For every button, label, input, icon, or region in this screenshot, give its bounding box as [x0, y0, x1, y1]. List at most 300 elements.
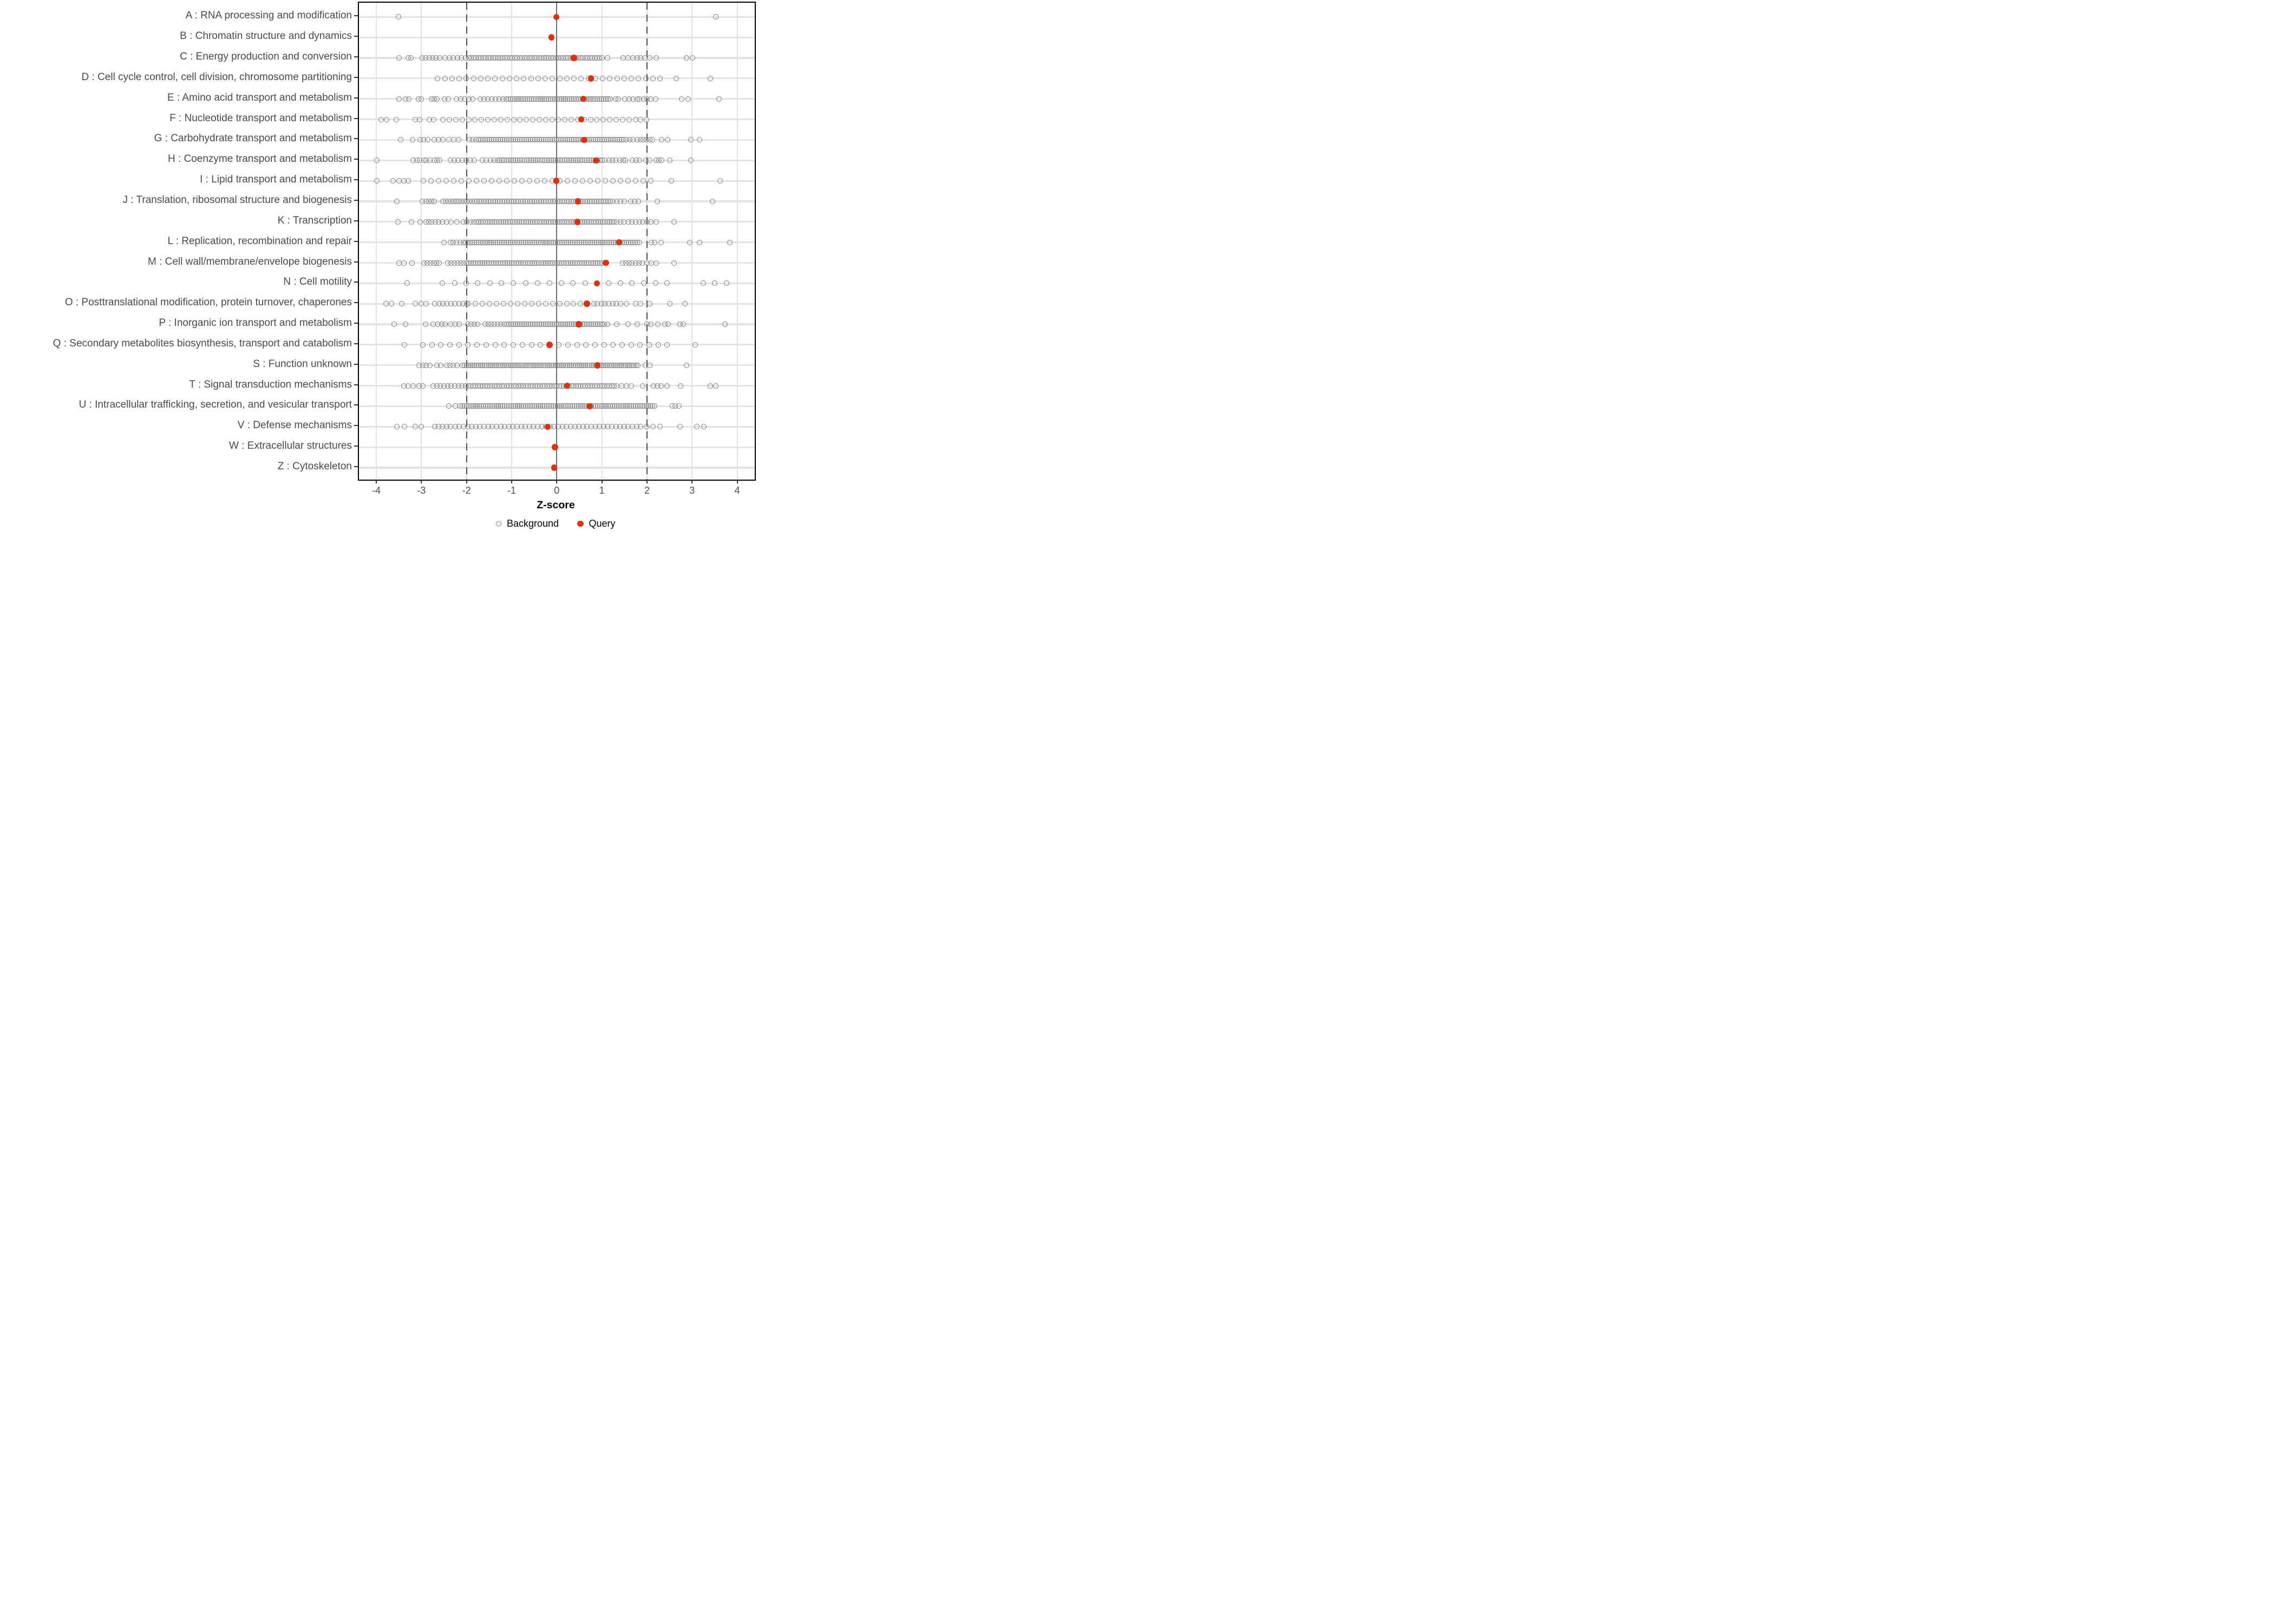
- background-point: [637, 342, 643, 348]
- background-point: [653, 96, 658, 102]
- background-point: [655, 322, 661, 327]
- background-point: [535, 76, 541, 81]
- background-point: [550, 301, 556, 306]
- background-point: [571, 76, 577, 81]
- background-point: [644, 117, 649, 122]
- background-point: [452, 280, 458, 286]
- category-label: J : Translation, ribosomal structure and biogenesis: [122, 194, 352, 206]
- x-gridline: [376, 3, 377, 480]
- background-point: [610, 342, 616, 348]
- background-point: [697, 240, 702, 245]
- background-point: [524, 117, 529, 122]
- background-point: [697, 137, 702, 142]
- background-point: [396, 96, 402, 102]
- background-point: [637, 158, 642, 163]
- background-point: [646, 342, 652, 348]
- background-point: [694, 424, 700, 429]
- background-point: [616, 96, 621, 102]
- y-tick: [354, 97, 358, 99]
- background-point: [451, 178, 456, 184]
- background-point: [652, 403, 657, 409]
- background-point: [618, 280, 623, 286]
- background-point: [410, 137, 415, 142]
- background-point: [463, 280, 469, 286]
- background-point: [688, 137, 694, 142]
- background-point: [710, 199, 715, 204]
- background-point: [520, 342, 525, 348]
- background-point: [447, 117, 452, 122]
- background-point: [592, 342, 598, 348]
- background-point: [574, 342, 580, 348]
- query-point: [553, 178, 560, 184]
- background-point: [471, 76, 476, 81]
- background-point: [511, 280, 516, 286]
- background-point: [409, 260, 415, 266]
- background-point: [383, 301, 389, 306]
- background-point: [638, 301, 643, 306]
- background-point: [622, 199, 627, 204]
- background-point: [498, 117, 504, 122]
- legend-label-query: Query: [589, 518, 616, 529]
- background-point: [466, 117, 472, 122]
- background-point: [687, 240, 692, 245]
- background-point: [384, 117, 389, 122]
- y-tick: [354, 56, 358, 57]
- x-tick: [466, 480, 467, 483]
- background-point: [654, 55, 659, 61]
- query-point: [584, 300, 590, 307]
- background-point: [466, 178, 472, 184]
- background-point: [446, 96, 451, 102]
- background-point: [460, 117, 465, 122]
- background-point: [413, 424, 418, 429]
- background-point: [501, 342, 507, 348]
- background-point: [654, 219, 659, 225]
- background-point: [681, 322, 686, 327]
- background-point: [474, 342, 480, 348]
- x-axis-title: Z-score: [537, 499, 575, 511]
- background-point: [562, 117, 567, 122]
- background-point: [489, 178, 494, 184]
- category-label: B : Chromatin structure and dynamics: [180, 30, 352, 42]
- x-tick-label: 4: [734, 485, 740, 496]
- background-point: [665, 322, 671, 327]
- query-point: [574, 219, 581, 225]
- background-point: [527, 178, 532, 184]
- background-point: [664, 342, 670, 348]
- x-tick-label: -2: [462, 485, 471, 496]
- background-point: [647, 301, 652, 306]
- background-point: [399, 301, 404, 306]
- query-point: [581, 137, 587, 143]
- x-tick-label: 1: [599, 485, 605, 496]
- query-point: [571, 55, 577, 61]
- background-point: [637, 240, 642, 245]
- x-tick-label: -3: [417, 485, 426, 496]
- background-point: [618, 301, 623, 306]
- background-point: [583, 342, 589, 348]
- y-tick: [354, 425, 358, 426]
- background-point: [623, 158, 628, 163]
- background-point: [570, 280, 576, 286]
- background-point: [669, 178, 674, 184]
- category-label: N : Cell motility: [283, 276, 352, 288]
- background-point: [406, 96, 411, 102]
- background-point: [501, 301, 506, 306]
- query-point: [548, 34, 555, 41]
- background-point: [406, 178, 411, 184]
- background-point: [374, 178, 380, 184]
- background-point: [564, 76, 570, 81]
- background-point: [528, 76, 534, 81]
- background-point: [610, 178, 616, 184]
- y-tick: [354, 241, 358, 242]
- background-point: [653, 280, 658, 286]
- query-point: [576, 321, 582, 328]
- background-point: [607, 96, 613, 102]
- background-point: [492, 117, 497, 122]
- background-point: [638, 117, 643, 122]
- background-point: [456, 76, 462, 81]
- background-point: [519, 178, 525, 184]
- background-point: [614, 322, 619, 327]
- background-point: [629, 342, 634, 348]
- y-tick: [354, 77, 358, 78]
- background-point: [605, 55, 610, 61]
- x-tick: [602, 480, 603, 483]
- background-point: [512, 178, 517, 184]
- background-point: [466, 301, 471, 306]
- background-point: [508, 301, 513, 306]
- background-point: [470, 96, 475, 102]
- background-point: [529, 301, 534, 306]
- background-point: [647, 55, 652, 61]
- y-tick: [354, 118, 358, 119]
- background-point: [583, 280, 588, 286]
- background-point: [564, 301, 570, 306]
- background-point: [648, 178, 654, 184]
- query-point: [594, 362, 601, 369]
- background-point: [403, 322, 408, 327]
- background-point: [716, 96, 722, 102]
- background-point: [423, 322, 428, 327]
- background-point: [475, 322, 480, 327]
- background-point: [722, 322, 728, 327]
- background-point: [659, 137, 664, 142]
- x-gridline: [737, 3, 738, 480]
- background-point: [568, 117, 574, 122]
- background-point: [542, 178, 547, 184]
- background-point: [492, 76, 498, 81]
- query-point: [603, 260, 609, 266]
- background-point: [446, 403, 452, 409]
- background-point: [438, 363, 443, 368]
- background-point: [485, 76, 491, 81]
- background-point: [713, 383, 718, 389]
- background-point: [378, 117, 384, 122]
- background-point: [472, 158, 477, 163]
- background-point: [437, 55, 442, 61]
- background-point: [402, 424, 407, 429]
- y-tick: [354, 15, 358, 16]
- background-point: [713, 14, 718, 19]
- background-point: [648, 219, 654, 225]
- background-point: [619, 342, 625, 348]
- background-point: [440, 137, 446, 142]
- background-point: [431, 117, 436, 122]
- background-point: [674, 76, 679, 81]
- background-point: [692, 342, 698, 348]
- query-point: [552, 444, 558, 450]
- background-point: [436, 178, 441, 184]
- query-point: [551, 464, 558, 471]
- background-point: [534, 178, 540, 184]
- background-point: [437, 158, 442, 163]
- background-point: [636, 199, 641, 204]
- background-point: [389, 301, 394, 306]
- background-point: [394, 424, 400, 429]
- cog-zscore-strip-plot: [0, 0, 758, 541]
- category-label: S : Function unknown: [253, 358, 352, 370]
- background-point: [487, 301, 492, 306]
- category-label: L : Replication, recombination and repair: [167, 235, 352, 247]
- background-point: [515, 301, 520, 306]
- background-point: [643, 76, 649, 81]
- y-tick: [354, 302, 358, 303]
- background-point: [629, 280, 635, 286]
- category-label: Z : Cytoskeleton: [277, 461, 352, 472]
- background-point: [454, 363, 460, 368]
- background-point: [427, 363, 433, 368]
- background-point: [677, 424, 683, 429]
- background-point: [435, 76, 440, 81]
- background-point: [390, 178, 396, 184]
- category-label: G : Carbohydrate transport and metabolism: [154, 133, 352, 145]
- y-tick: [354, 261, 358, 263]
- background-point: [507, 76, 512, 81]
- background-point: [676, 403, 682, 409]
- y-tick: [354, 466, 358, 467]
- background-point: [453, 117, 459, 122]
- background-point: [494, 301, 499, 306]
- background-point: [701, 424, 707, 429]
- x-tick: [556, 480, 557, 483]
- background-point: [602, 342, 607, 348]
- background-point: [537, 117, 542, 122]
- background-point: [688, 158, 694, 163]
- background-point: [417, 219, 423, 225]
- background-point: [565, 178, 570, 184]
- background-point: [517, 117, 522, 122]
- x-tick-label: -1: [507, 485, 516, 496]
- background-point: [578, 76, 584, 81]
- plot-panel: [358, 2, 756, 481]
- background-point: [511, 342, 516, 348]
- background-point: [606, 280, 611, 286]
- background-point: [611, 383, 617, 389]
- y-tick: [354, 138, 358, 139]
- background-point: [499, 280, 504, 286]
- background-point: [622, 76, 627, 81]
- background-point: [493, 342, 498, 348]
- category-label: I : Lipid transport and metabolism: [200, 174, 352, 186]
- background-point: [640, 383, 645, 389]
- background-point: [657, 424, 663, 429]
- background-point: [550, 117, 555, 122]
- category-label: A : RNA processing and modification: [185, 10, 352, 22]
- background-point: [538, 342, 543, 348]
- category-label: T : Signal transduction mechanisms: [189, 378, 352, 390]
- background-point: [610, 199, 616, 204]
- background-point: [557, 301, 563, 306]
- y-tick: [354, 200, 358, 201]
- x-tick: [691, 480, 692, 483]
- background-point: [625, 322, 631, 327]
- legend: [358, 518, 754, 529]
- background-point: [667, 301, 672, 306]
- background-point: [511, 117, 517, 122]
- x-gridline: [421, 3, 422, 480]
- background-point: [624, 301, 629, 306]
- background-point: [465, 342, 471, 348]
- background-point: [394, 199, 400, 204]
- background-point: [615, 76, 620, 81]
- background-point: [523, 280, 528, 286]
- background-point: [543, 301, 548, 306]
- background-point: [724, 280, 729, 286]
- background-point: [442, 322, 448, 327]
- background-point: [565, 342, 571, 348]
- category-label: O : Posttranslational modification, protein turnover, chaperones: [64, 297, 352, 309]
- category-label: M : Cell wall/membrane/envelope biogenesis: [147, 256, 352, 267]
- y-tick: [354, 404, 358, 405]
- background-point: [605, 322, 610, 327]
- background-point: [440, 280, 445, 286]
- background-point: [404, 280, 410, 286]
- background-point: [463, 76, 469, 81]
- background-point: [425, 137, 430, 142]
- background-point: [410, 383, 416, 389]
- background-point: [543, 76, 548, 81]
- background-point: [535, 280, 540, 286]
- category-label: D : Cell cycle control, cell division, chromosome partitioning: [81, 71, 352, 83]
- background-point: [607, 117, 612, 122]
- y-tick: [354, 281, 358, 283]
- y-tick: [354, 446, 358, 447]
- y-tick: [354, 179, 358, 180]
- background-point: [636, 76, 641, 81]
- background-point: [456, 137, 461, 142]
- background-point: [505, 117, 510, 122]
- background-point: [419, 424, 424, 429]
- x-tick-label: 0: [554, 485, 560, 496]
- background-point: [487, 280, 493, 286]
- background-point: [556, 342, 561, 348]
- background-point: [421, 178, 426, 184]
- background-point: [654, 260, 659, 266]
- background-point: [588, 117, 593, 122]
- query-point: [553, 14, 560, 21]
- background-point: [620, 117, 625, 122]
- background-point: [448, 219, 454, 225]
- category-label: Q : Secondary metabolites biosynthesis, transport and catabolism: [53, 337, 352, 349]
- query-point: [575, 198, 581, 205]
- background-point: [587, 178, 593, 184]
- category-label: V : Defense mechanisms: [237, 420, 352, 431]
- background-point: [648, 322, 654, 327]
- query-marker-icon: [577, 521, 584, 527]
- y-tick: [354, 384, 358, 385]
- background-point: [454, 219, 460, 225]
- background-point: [481, 178, 487, 184]
- background-point: [423, 301, 429, 306]
- category-label: C : Energy production and conversion: [180, 51, 352, 62]
- background-point: [550, 76, 555, 81]
- background-point: [708, 383, 713, 389]
- background-point: [658, 240, 664, 245]
- background-point: [449, 76, 455, 81]
- background-point: [594, 117, 599, 122]
- category-label: K : Transcription: [277, 214, 352, 226]
- background-point: [374, 158, 380, 163]
- x-tick: [511, 480, 512, 483]
- background-point: [522, 301, 527, 306]
- background-point: [417, 117, 422, 122]
- background-point: [580, 178, 585, 184]
- background-point: [712, 280, 717, 286]
- background-point: [480, 301, 485, 306]
- y-tick: [354, 220, 358, 221]
- background-point: [559, 280, 564, 286]
- background-point: [655, 199, 660, 204]
- category-label: U : Intracellular trafficking, secretion, and vesicular transport: [79, 399, 352, 411]
- background-point: [496, 178, 502, 184]
- background-point: [727, 240, 733, 245]
- background-point: [644, 424, 649, 429]
- background-point: [667, 158, 672, 163]
- background-point: [717, 178, 723, 184]
- background-point: [442, 76, 448, 81]
- background-point: [571, 301, 576, 306]
- x-tick: [376, 480, 377, 483]
- background-point: [395, 219, 401, 225]
- background-point: [536, 301, 541, 306]
- background-point: [690, 55, 695, 61]
- background-point: [456, 322, 462, 327]
- background-point: [613, 117, 619, 122]
- background-point: [671, 260, 677, 266]
- background-point: [671, 219, 677, 225]
- background-point: [635, 363, 641, 368]
- background-point: [600, 117, 606, 122]
- background-point: [459, 178, 464, 184]
- background-point: [428, 178, 434, 184]
- y-tick: [354, 159, 358, 160]
- y-tick: [354, 364, 358, 365]
- background-point: [635, 322, 640, 327]
- x-tick: [646, 480, 648, 483]
- background-point: [638, 424, 643, 429]
- background-point: [629, 76, 634, 81]
- background-point: [504, 178, 509, 184]
- background-point: [436, 260, 442, 266]
- background-point: [625, 178, 631, 184]
- background-point: [656, 342, 661, 348]
- y-tick: [354, 343, 358, 344]
- background-point: [684, 55, 689, 61]
- background-point: [708, 76, 713, 81]
- background-point: [543, 117, 548, 122]
